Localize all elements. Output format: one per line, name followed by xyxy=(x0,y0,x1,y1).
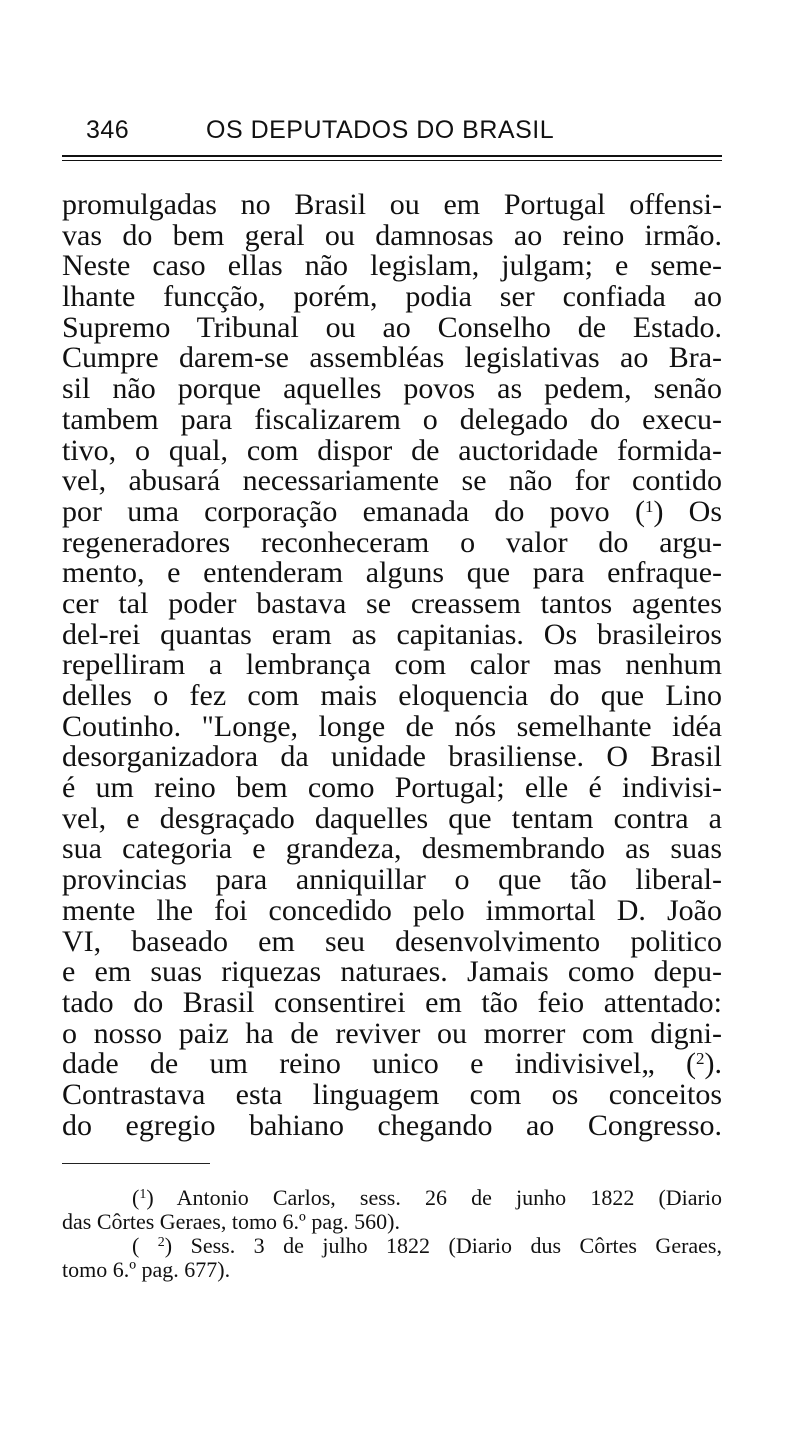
text-line: cer tal poder bastava se creassem tantos agentes xyxy=(62,586,722,620)
fn-text: ) Sess. 3 de julho 1822 (Diario dus Côrtes Geraes, xyxy=(164,1233,722,1258)
text-line: tivo, o qual, com dispor de auctoridade formida- xyxy=(62,433,722,467)
text-line: sua categoria e grandeza, desmembrando as suas xyxy=(62,832,722,866)
text-line: mento, e entenderam alguns que para enfraque- xyxy=(62,556,722,590)
ref-close: ) Os xyxy=(653,494,723,528)
text-line: tado do Brasil consentirei em tão feio attentado: xyxy=(62,985,722,1019)
text-line: regeneradores reconheceram o valor do argu- xyxy=(62,525,722,559)
text-line: desorganizadora da unidade brasiliense. O Brasil xyxy=(62,740,722,774)
text-line: delles o fez com mais eloquencia do que Lino xyxy=(62,679,722,712)
text-line: vel, e desgraçado daquelles que tentam contra a xyxy=(62,801,722,835)
text-line: provincias para anniquillar o que tão liberal- xyxy=(62,863,722,897)
text-segment: dade de um reino unico e indivisivel„ xyxy=(62,1047,655,1081)
text-line: vel, abusará necessariamente se não for contido xyxy=(62,464,722,498)
text-line: Supremo Tribunal ou ao Conselho de Estado. xyxy=(62,310,722,344)
body-text xyxy=(62,190,722,1141)
text-line: e em suas riquezas naturaes. Jamais como depu- xyxy=(62,955,722,989)
fn-paren: ( xyxy=(132,1185,140,1210)
text-line: promulgadas no Brasil ou em Portugal offensi- xyxy=(62,188,722,221)
footnotes xyxy=(62,1186,722,1282)
text-line-with-footnote-ref xyxy=(62,494,723,528)
ref-number: 2 xyxy=(696,1049,705,1069)
text-line: sil não porque aquelles povos as pedem, senão xyxy=(62,372,722,406)
fn-text: ) Antonio Carlos, sess. 26 de junho 1822 (Diario xyxy=(146,1185,722,1210)
footnote-2-continuation: tomo 6.º pag. 677). xyxy=(62,1257,231,1282)
footnote-reference-2[interactable] xyxy=(686,1047,722,1080)
ref-close: ). xyxy=(704,1047,723,1081)
footnote-1 xyxy=(62,1186,722,1210)
fn-number: 2 xyxy=(157,1235,165,1250)
text-line: tambem para fiscalizarem o delegado do execu- xyxy=(62,402,722,436)
page-header xyxy=(86,116,726,150)
text-line: do egregio bahiano chegando ao Congresso. xyxy=(62,1108,722,1142)
text-line: é um reino bem como Portugal; elle é indivisi- xyxy=(62,771,722,805)
footnote-1-continuation: das Côrtes Geraes, tomo 6.º pag. 560). xyxy=(62,1209,400,1234)
header-rule-thin xyxy=(62,160,722,161)
running-title: OS DEPUTADOS DO BRASIL xyxy=(206,116,555,144)
page-number: 346 xyxy=(86,116,130,144)
header-rule-thick xyxy=(62,155,722,157)
footnote-separator xyxy=(62,1163,210,1164)
text-line: VI, baseado em seu desenvolvimento politico xyxy=(62,924,722,958)
ref-paren: ( xyxy=(634,494,645,528)
text-line: Coutinho. "Longe, longe de nós semelhante idéa xyxy=(62,709,722,743)
ref-number: 1 xyxy=(644,496,654,516)
ref-paren: ( xyxy=(686,1047,697,1081)
text-line: del-rei quantas eram as capitanias. Os brasileiros xyxy=(62,617,722,651)
text-line: Contrastava esta linguagem com os conceitos xyxy=(62,1077,722,1111)
footnote-2 xyxy=(62,1234,722,1258)
text-line: Cumpre darem-se assembléas legislativas ao Bra- xyxy=(62,341,722,375)
text-line: Neste caso ellas não legislam, julgam; e seme- xyxy=(62,249,722,283)
text-line: vas do bem geral ou damnosas ao reino irmão. xyxy=(62,218,722,252)
fn-number: 1 xyxy=(139,1187,147,1202)
footnote-reference-1[interactable] xyxy=(635,495,722,528)
fn-paren: ( xyxy=(132,1233,158,1258)
text-line: repelliram a lembrança com calor mas nenhum xyxy=(62,648,722,682)
text-line: mente lhe foi concedido pelo immortal D. João xyxy=(62,893,722,927)
text-line-with-footnote-ref xyxy=(62,1049,722,1080)
text-segment: por uma corporação emanada do povo xyxy=(62,494,610,528)
text-line: o nosso paiz ha de reviver ou morrer com digni- xyxy=(62,1016,722,1050)
text-line: lhante funcção, porém, podia ser confiada ao xyxy=(62,280,722,314)
